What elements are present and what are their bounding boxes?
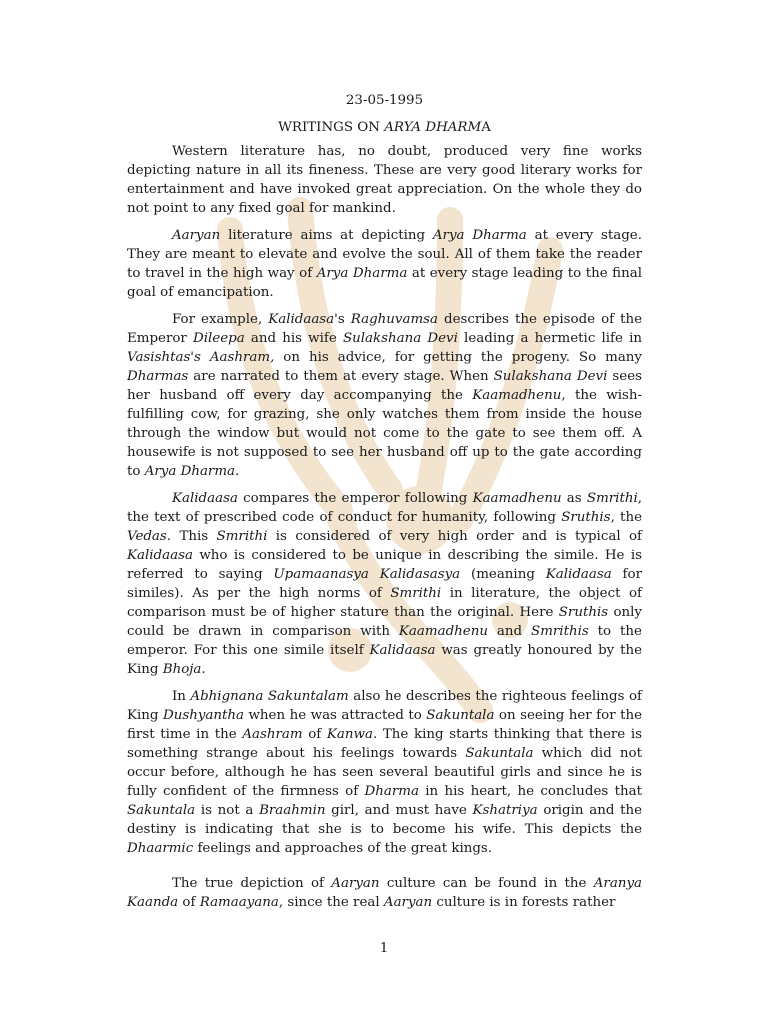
text-run: at every stage leading to the final goal of emancipation. — [127, 266, 642, 300]
text-run: , the text of prescribed code of conduct for humanity, following — [127, 491, 642, 525]
italic-term: Vedas — [127, 529, 167, 544]
text-run: for similes). As per the high norms of — [127, 567, 642, 601]
text-run: are narrated to them at every stage. When — [188, 369, 494, 384]
italic-term: Sruthis — [558, 605, 609, 620]
italic-term: Sakuntala — [426, 708, 495, 723]
italic-term: Dhaarmic — [127, 841, 194, 856]
text-run: in literature, the object of comparison must be of higher stature than the original. Here — [127, 586, 642, 620]
italic-term: Sakuntala — [127, 803, 196, 818]
italic-term: Smrithi — [390, 586, 442, 601]
document-title — [127, 118, 642, 137]
italic-term: Kaamadhenu — [398, 624, 488, 639]
text-run: on his advice, for getting the progeny. So many — [274, 350, 642, 365]
text-run: . — [201, 662, 206, 677]
text-run: girl, and must have — [325, 803, 473, 818]
italic-term: Dharma — [364, 784, 419, 799]
italic-term: Aaryan — [172, 228, 221, 243]
text-run: 's — [334, 312, 351, 327]
italic-term: Arya Dharma. — [144, 464, 240, 479]
text-run: culture is in forests rather — [432, 895, 616, 910]
text-run: culture can be found in the — [379, 876, 594, 891]
text-run: as — [561, 491, 587, 506]
text-run: was greatly honoured by the King — [127, 643, 643, 677]
italic-term: Dileepa — [193, 331, 245, 346]
italic-term: Kanwa — [326, 727, 373, 742]
italic-term: Kalidaasa — [268, 312, 335, 327]
italic-term: Bhoja — [162, 662, 202, 677]
italic-term: Arya Dharma — [432, 228, 527, 243]
paragraph-1 — [127, 142, 642, 218]
page-number: 1 — [379, 941, 389, 956]
text-run: in his heart, he concludes that — [418, 784, 642, 799]
text-run: which did not occur before, although he has seen several beautiful girls and since he is fully confident of the firmness of — [127, 746, 642, 799]
paragraph-2 — [127, 226, 642, 302]
italic-term: Aaryan — [331, 876, 380, 891]
text-run: . This — [166, 529, 217, 544]
text-run: compares the emperor following — [237, 491, 473, 506]
text-run: on seeing her for the first time in the — [127, 708, 643, 742]
text-run: Western literature has, no doubt, produced very fine works depicting nature in all its fineness. These are very good literary works for entertainment and have invoked great appreciation. On the whole they do not point to any fixed goal for mankind. — [127, 144, 642, 216]
text-run: and his wife — [244, 331, 343, 346]
italic-term: ARYA DHARM — [384, 120, 482, 135]
text-run: , the wish-fulfilling cow, for grazing, she only watches them from inside the house through the window but would not come to the gate to see them off. A housewife is not supposed to see her husband off up to the gate according to — [127, 388, 642, 479]
italic-term: Aranya Kaanda — [127, 876, 642, 910]
italic-term: Kaamadhenu — [472, 491, 562, 506]
italic-term: Kalidaasa — [127, 548, 193, 563]
italic-term: Kshatriya — [472, 803, 538, 818]
italic-term: Dharmas — [127, 369, 189, 384]
paragraph-6 — [127, 874, 642, 912]
italic-term: Dushyantha — [162, 708, 244, 723]
text-run: only could be drawn in comparison with — [127, 605, 642, 639]
text-run: origin and the destiny is indicating that she is to become his wife. This depicts the — [127, 803, 642, 837]
text-run: WRITINGS ON — [278, 120, 385, 135]
italic-term: Ramaayana — [199, 895, 279, 910]
text-run: is considered of very high order and is typical of — [267, 529, 643, 544]
text-run: at every stage. They are meant to elevate and evolve the soul. All of them take the reader to travel in the high way of — [127, 228, 642, 281]
text-run: In — [172, 689, 191, 704]
italic-term: Sruthis — [561, 510, 611, 525]
text-run: of — [178, 895, 200, 910]
text-run: and — [487, 624, 532, 639]
italic-term: Braahmin — [259, 803, 326, 818]
italic-term: Aaryan — [383, 895, 433, 910]
italic-term: Sulakshana Devi — [493, 369, 608, 384]
italic-term: Kalidaasa — [545, 567, 612, 582]
text-run: literature aims at depicting — [220, 228, 433, 243]
italic-term: Smrithi — [216, 529, 268, 544]
text-run: to the emperor. For this one simile itself — [127, 624, 642, 658]
italic-term: Kalidaasa — [172, 491, 238, 506]
text-run: feelings and approaches of the great kings. — [193, 841, 493, 856]
paragraph-3 — [127, 310, 642, 481]
text-run: leading a hermetic life in — [457, 331, 643, 346]
italic-term: Sakuntala — [465, 746, 534, 761]
text-run: describes the episode of the Emperor — [127, 312, 643, 346]
paragraph-4 — [127, 489, 642, 679]
document-body — [127, 91, 642, 920]
text-run: . The king starts thinking that there is something strange about his feelings towards — [127, 727, 642, 761]
text-run: also he describes the righteous feelings of King — [127, 689, 643, 723]
italic-term: Kalidaasa — [369, 643, 436, 658]
italic-term: Arya Dharma — [316, 266, 408, 281]
text-run: For example, — [172, 312, 269, 327]
text-run: A — [481, 120, 491, 135]
text-run: who is considered to be unique in describing the simile. He is referred to saying — [127, 548, 642, 582]
text-run: sees her husband off every day accompanying the — [127, 369, 642, 403]
text-run: , since the real — [278, 895, 384, 910]
text-run: of — [302, 727, 327, 742]
document-date: 23-05-1995 — [345, 93, 424, 108]
italic-term: Aashram — [242, 727, 303, 742]
text-run: is not a — [195, 803, 260, 818]
text-run: (meaning — [460, 567, 546, 582]
italic-term: Smrithi — [586, 491, 638, 506]
text-run: The true depiction of — [172, 876, 332, 891]
italic-term: Vasishtas's Aashram, — [127, 350, 275, 365]
italic-term: Raghuvamsa — [350, 312, 439, 327]
text-run: when he was attracted to — [244, 708, 427, 723]
italic-term: Smrithis — [531, 624, 589, 639]
text-run: , the — [610, 510, 642, 525]
paragraph-5 — [127, 687, 642, 858]
italic-term: Abhignana Sakuntalam — [190, 689, 349, 704]
italic-term: Upamaanasya Kalidasasya — [273, 567, 461, 582]
italic-term: Kaamadhenu — [472, 388, 562, 403]
italic-term: Sulakshana Devi — [342, 331, 458, 346]
